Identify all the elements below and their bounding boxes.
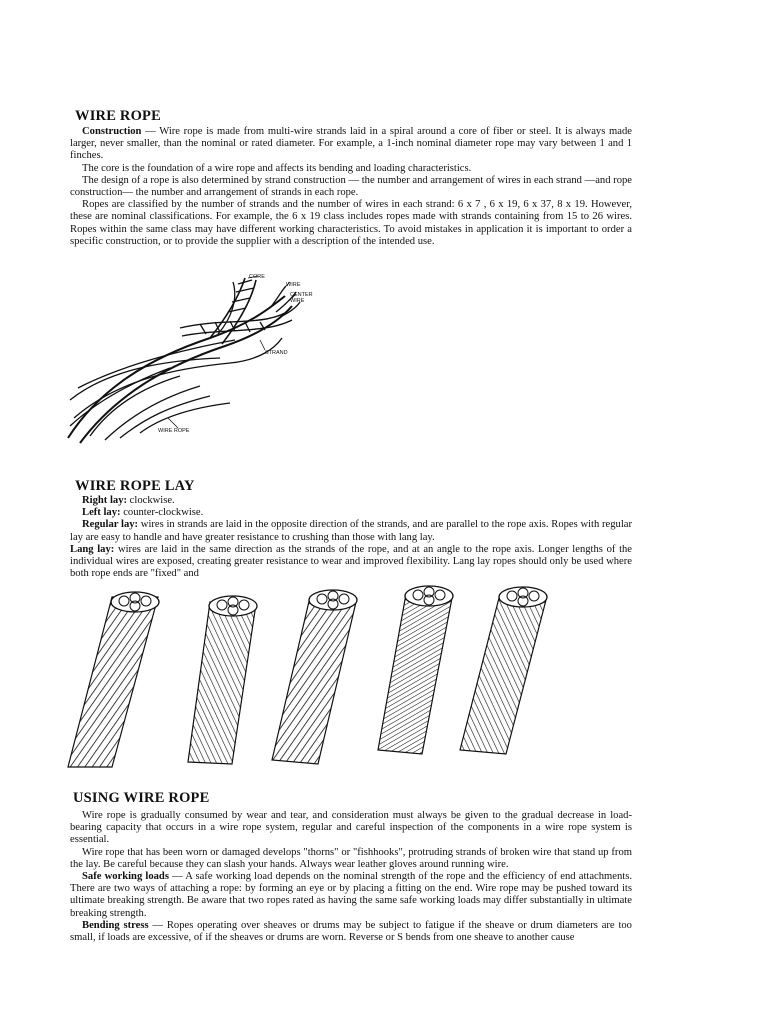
term-right-lay: Right lay: (82, 495, 128, 506)
label-strand: STRAND (265, 350, 288, 356)
rope-2 (188, 596, 257, 764)
paragraph-safe-loads (70, 871, 632, 920)
label-center-wire-1: CENTER (290, 292, 313, 298)
term-lang-lay: Lang lay: (70, 543, 115, 555)
left-lay-text: counter-clockwise. (120, 507, 204, 519)
safe-loads-text: — A safe working load depends on the nominal strength of the rope and the efficiency of end attachments. There are two ways of attaching a rope: by forming an eye or by placing a fitting on the end. Wire rope may be pushed toward its ultimate breaking strength. Be aware that two ropes rated as having the same safe working loads may differ substantially in ultimate breaking strength. (70, 871, 632, 919)
paragraph-design: The design of a rope is also determined by strand construction — the number and arrangement of wires in each strand —and rope construction— the number and arrangement of strands in each rope. (70, 174, 632, 199)
lang-lay-text: wires are laid in the same direction as the strands of the rope, and at an angle to the rope axis. Longer lengths of the individual wires are exposed, creating greater resistance to wear and improved flexibility. Lang lay ropes should only be used where both rope ends are "fixed" and (70, 543, 633, 580)
label-wire: WIRE (286, 282, 301, 288)
heading-using-wire-rope: USING WIRE ROPE (73, 790, 210, 806)
heading-wire-rope-lay: WIRE ROPE LAY (75, 478, 195, 494)
label-center-wire-2: WIRE (290, 298, 305, 304)
term-bending-stress: Bending stress (82, 919, 149, 931)
label-core: CORE (249, 274, 265, 280)
paragraph-wear: Wire rope is gradually consumed by wear and tear, and consideration must always be given to the gradual decrease in load-bearing capacity that occurs in a wire rope system, regular and careful inspection of the components in a wire rope system is essential. (70, 810, 632, 846)
paragraph-right-lay (70, 495, 632, 507)
rope-1 (68, 592, 159, 767)
lay-text (70, 495, 632, 580)
label-wire-rope: WIRE ROPE (158, 428, 190, 434)
rope-5 (460, 587, 547, 754)
construction-text: — Wire rope is made from multi-wire strands laid in a spiral around a core of fiber or steel. It is always made larger, never smaller, than the nominal or rated diameter. For example, a 1-inch nominal diameter rope may vary between 1 and 1 finches. (70, 126, 632, 162)
term-regular-lay: Regular lay: (82, 519, 139, 531)
using-text (70, 810, 632, 944)
wire-rope-text (70, 126, 632, 248)
term-left-lay: Left lay: (82, 507, 121, 519)
rope-3 (272, 590, 357, 764)
right-lay-text: clockwise. (127, 495, 175, 506)
paragraph-lang-lay (70, 544, 632, 581)
rope-lay-illustrations (60, 582, 580, 772)
heading-wire-rope: WIRE ROPE (75, 108, 161, 124)
wire-rope-diagram (60, 268, 320, 446)
paragraph-classification: Ropes are classified by the number of strands and the number of wires in each strand: 6 x 7 , 6 x 19, 6 x 37, 8 x 19. However, these are nominal classifications. For example, the 6 x 19 class includes ropes made with strands containing from 15 to 26 wires. Ropes within the same class may have different working characteristics. To avoid mistakes in application it is important to order a specific construction, or to provide the supplier with a description of the intended use. (70, 199, 632, 247)
rope-4 (378, 586, 453, 754)
paragraph-regular-lay (70, 519, 632, 543)
bending-stress-text: — Ropes operating over sheaves or drums may be subject to fatigue if the sheave or drum diameters are too small, if loads are excessive, of if the sheaves or drums are worn. Reverse or S bends from one sheave to another cause (70, 919, 632, 944)
regular-lay-text: wires in strands are laid in the opposite direction of the strands, and are parallel to the rope axis. Ropes with regular lay are easy to handle and have greater resistance to crushing than those with lang lay. (70, 519, 632, 543)
paragraph-construction (70, 126, 632, 163)
paragraph-core: The core is the foundation of a wire rope and affects its bending and loading characteristics. (82, 162, 472, 174)
term-construction: Construction (82, 126, 142, 137)
paragraph-thorns: Wire rope that has been worn or damaged develops "thorns" or "fishhooks", protruding strands of broken wire that stand up from the lay. Be careful because they can slash your hands. Always wear leather gloves around running wire. (70, 846, 632, 870)
term-safe-working-loads: Safe working loads (82, 871, 169, 883)
paragraph-bending-stress (70, 920, 632, 944)
paragraph-left-lay (70, 507, 632, 519)
